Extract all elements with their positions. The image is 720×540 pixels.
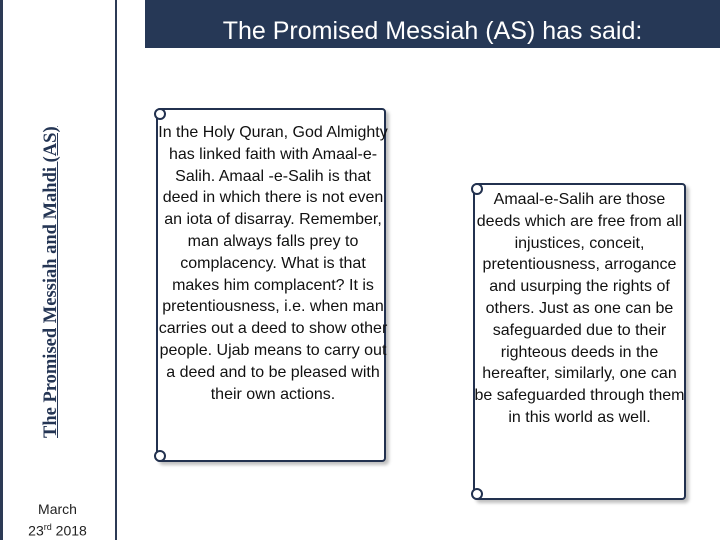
quote-scroll-1 bbox=[156, 108, 386, 462]
quote-text-1: In the Holy Quran, God Almighty has linked faith with Amaal-e-Salih. Amaal -e-Salih is that deed in which there is not even an iota of disarray. Remember, man always falls prey to complacency. What is that makes him complacent? It is pretentiousness, i.e. when man carries out a deed to show other people. Ujab means to carry out a deed and to be pleased with their own actions. bbox=[158, 124, 388, 403]
date-suffix: rd bbox=[43, 522, 52, 532]
scroll-curl-icon bbox=[154, 450, 166, 462]
quote-scroll-2 bbox=[473, 183, 686, 500]
scroll-curl-icon bbox=[154, 108, 166, 120]
date bbox=[0, 500, 115, 540]
quote-text-2: Amaal-e-Salih are those deeds which are free from all injustices, conceit, pretentiousness, arrogance and usurping the rights of others. Just as one can be safeguarded due to their righteous deeds in the hereafter, similarly, one can be safeguarded through them in this world as well. bbox=[474, 191, 685, 426]
sidebar bbox=[0, 0, 117, 540]
date-month: March bbox=[38, 501, 77, 517]
date-day: 23 bbox=[28, 522, 44, 539]
vertical-title: The Promised Messiah and Mahdi (AS) bbox=[41, 126, 61, 438]
scroll-curl-icon bbox=[471, 488, 483, 500]
date-year: 2018 bbox=[55, 522, 87, 539]
sidebar-accent-strip bbox=[0, 0, 3, 540]
page-title: The Promised Messiah (AS) has said: bbox=[145, 0, 720, 48]
